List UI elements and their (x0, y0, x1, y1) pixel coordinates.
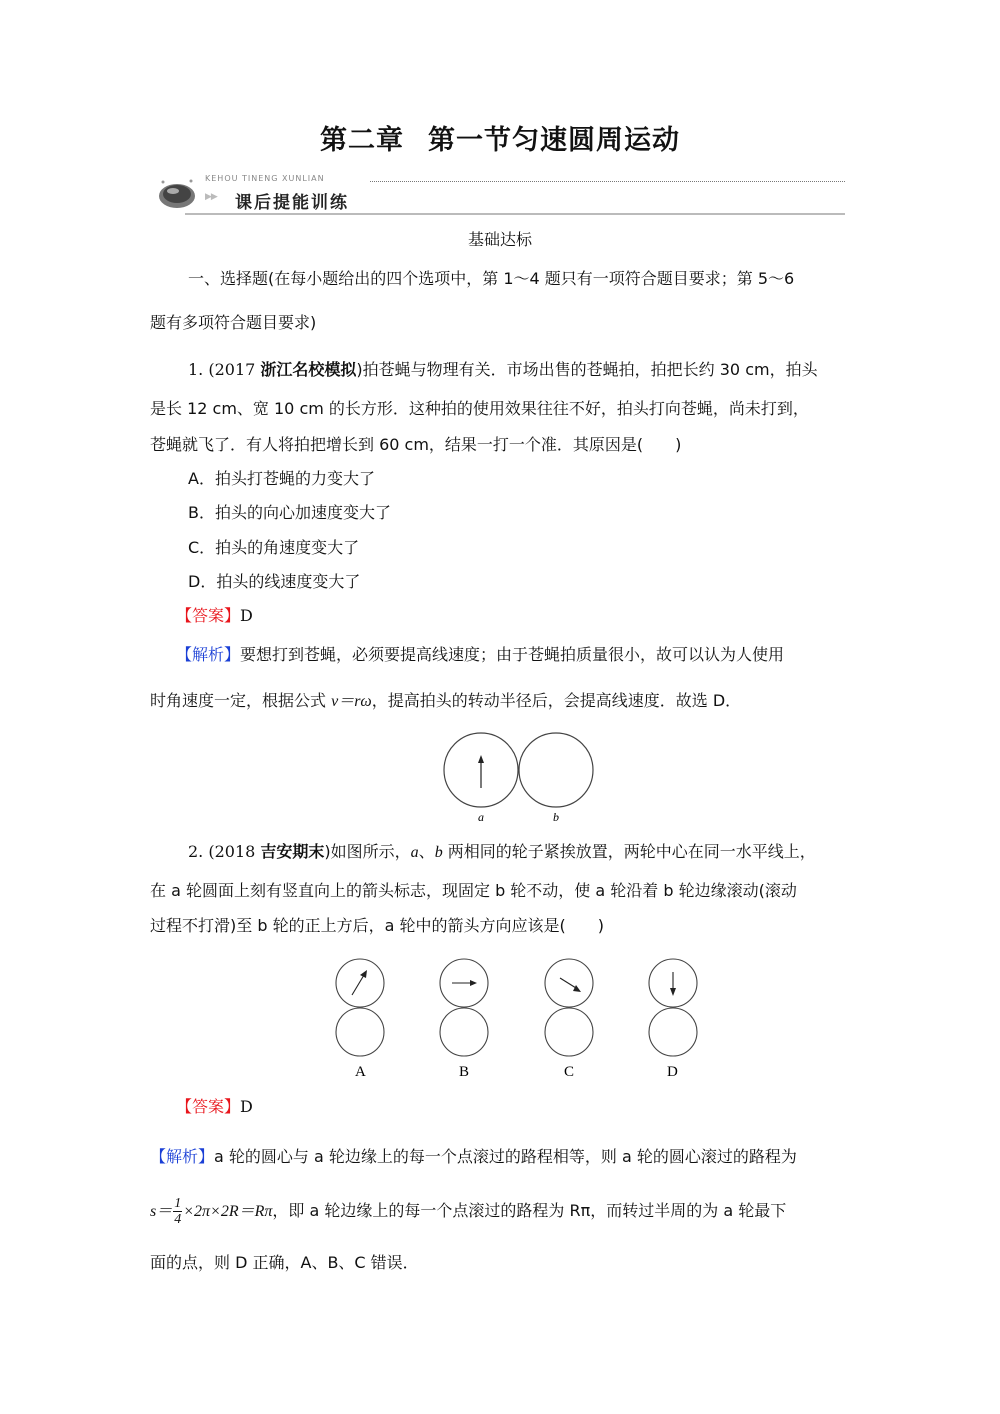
q2-analysis-text1: a 轮的圆心与 a 轮边缘上的每一个点滚过的路程相等，则 a 轮的圆心滚过的路程为 (214, 1147, 797, 1166)
q1-answer (176, 605, 253, 627)
page-title (0, 118, 1000, 157)
q2-stem-text-a: )如图所示， (324, 842, 411, 861)
level-heading: 基础达标 (467, 230, 532, 249)
choice-b-figure (440, 959, 488, 1080)
double-triangle-icon: ▶▶ (205, 192, 217, 202)
choice-label-a: A (355, 1064, 366, 1080)
section-title: 第一节匀速圆周运动 (428, 125, 680, 156)
wheel-b (519, 733, 593, 807)
q1-number: 1. (188, 360, 204, 379)
banner-rule (185, 213, 845, 215)
q2-formula-s: s＝ (150, 1203, 173, 1220)
choice-label-c: C (564, 1064, 575, 1080)
q2-stem-text-c: 两相同的轮子紧挨放置，两轮中心在同一水平线上， (442, 842, 816, 861)
q1-analysis-line1 (176, 644, 784, 666)
q2-var-a: a (410, 844, 419, 861)
section-banner (155, 172, 845, 216)
q1-stem-text: )拍苍蝇与物理有关．市场出售的苍蝇拍，拍把长约 30 cm，拍头 (356, 360, 818, 379)
q1-source: 浙江名校模拟 (260, 360, 357, 379)
q2-wheels-figure (430, 725, 600, 825)
arrow-down-right-icon (560, 978, 581, 992)
answer-tag: 【答案】 (176, 606, 241, 625)
analysis-tag: 【解析】 (176, 645, 241, 664)
q2-stem-line1 (188, 841, 816, 864)
choice-c-figure (545, 959, 593, 1080)
chapter-label: 第二章 (320, 125, 404, 156)
q1-option-b: B．拍头的向心加速度变大了 (188, 503, 391, 522)
banner-pinyin: KEHOU TINENG XUNLIAN (205, 174, 325, 183)
q2-source-open: (2018 (208, 842, 261, 861)
q2-stem-line3: 过程不打滑)至 b 轮的正上方后，a 轮中的箭头方向应该是( ) (150, 916, 604, 935)
q1-analysis-text1: 要想打到苍蝇，必须要提高线速度；由于苍蝇拍质量很小，故可以认为人使用 (240, 645, 785, 664)
q2-stem-text-b: 、 (418, 842, 435, 861)
q1-answer-value: D (240, 606, 253, 625)
q2-analysis-text2: ，即 a 轮边缘上的每一个点滚过的路程为 Rπ，而转过半周的为 a 轮最下 (272, 1201, 787, 1220)
q1-stem-line2: 是长 12 cm、宽 10 cm 的长方形．这种拍的使用效果往往不好，拍头打向苍蝇，尚未打到， (150, 399, 809, 418)
q1-stem-line3: 苍蝇就飞了．有人将拍把增长到 60 cm，结果一打一个准．其原因是( ) (150, 435, 682, 454)
choice-a-figure (336, 959, 384, 1080)
q2-answer (176, 1096, 253, 1118)
q1-option-d: D．拍头的线速度变大了 (188, 572, 361, 591)
frac-num: 1 (174, 1196, 182, 1211)
q1-analysis-line2 (150, 690, 741, 713)
q2-formula-rest: ×2π×2R＝Rπ (183, 1203, 273, 1220)
arrow-down-icon (670, 972, 676, 996)
frac-den: 4 (174, 1212, 182, 1227)
fraction-one-quarter (173, 1196, 182, 1227)
q2-analysis-line3: 面的点，则 D 正确，A、B、C 错误． (150, 1253, 419, 1272)
up-arrow-icon (478, 755, 484, 788)
q2-number: 2. (188, 842, 204, 861)
choice-label-d: D (667, 1064, 678, 1080)
analysis-tag: 【解析】 (150, 1147, 215, 1166)
label-b: b (553, 810, 559, 824)
q1-analysis-text2b: ，提高拍头的转动半径后，会提高线速度．故选 D． (371, 691, 742, 710)
section-intro-line2: 题有多项符合题目要求) (150, 313, 317, 332)
arrow-right-icon (452, 980, 477, 986)
q1-option-a: A．拍头打苍蝇的力变大了 (188, 469, 375, 488)
banner-label: 课后提能训练 (235, 193, 349, 213)
q2-choices-figure (320, 950, 720, 1085)
q2-analysis-line2 (150, 1196, 786, 1227)
dotted-divider (370, 181, 845, 182)
q2-stem-line2: 在 a 轮圆面上刻有竖直向上的箭头标志，现固定 b 轮不动，使 a 轮沿着 b 轮边缘滚动(滚动 (150, 881, 797, 900)
q2-analysis-line1 (150, 1146, 797, 1168)
q1-formula: v＝rω (331, 693, 372, 710)
arrow-up-right-icon (352, 970, 367, 995)
q2-answer-value: D (240, 1097, 253, 1116)
section-intro-line1: 一、选择题(在每小题给出的四个选项中，第 1～4 题只有一项符合题目要求；第 5～6 (188, 269, 795, 288)
q1-analysis-text2a: 时角速度一定，根据公式 (150, 691, 332, 710)
q2-var-b: b (434, 844, 443, 861)
choice-label-b: B (459, 1064, 470, 1080)
q1-stem-line1 (188, 359, 818, 381)
choice-d-figure (649, 959, 697, 1080)
answer-tag: 【答案】 (176, 1097, 241, 1116)
q2-source: 吉安期末 (260, 842, 325, 861)
q1-source-open: (2017 (208, 360, 261, 379)
q1-option-c: C．拍头的角速度变大了 (188, 538, 360, 557)
label-a: a (478, 810, 484, 824)
helmet-logo-icon (155, 176, 199, 210)
